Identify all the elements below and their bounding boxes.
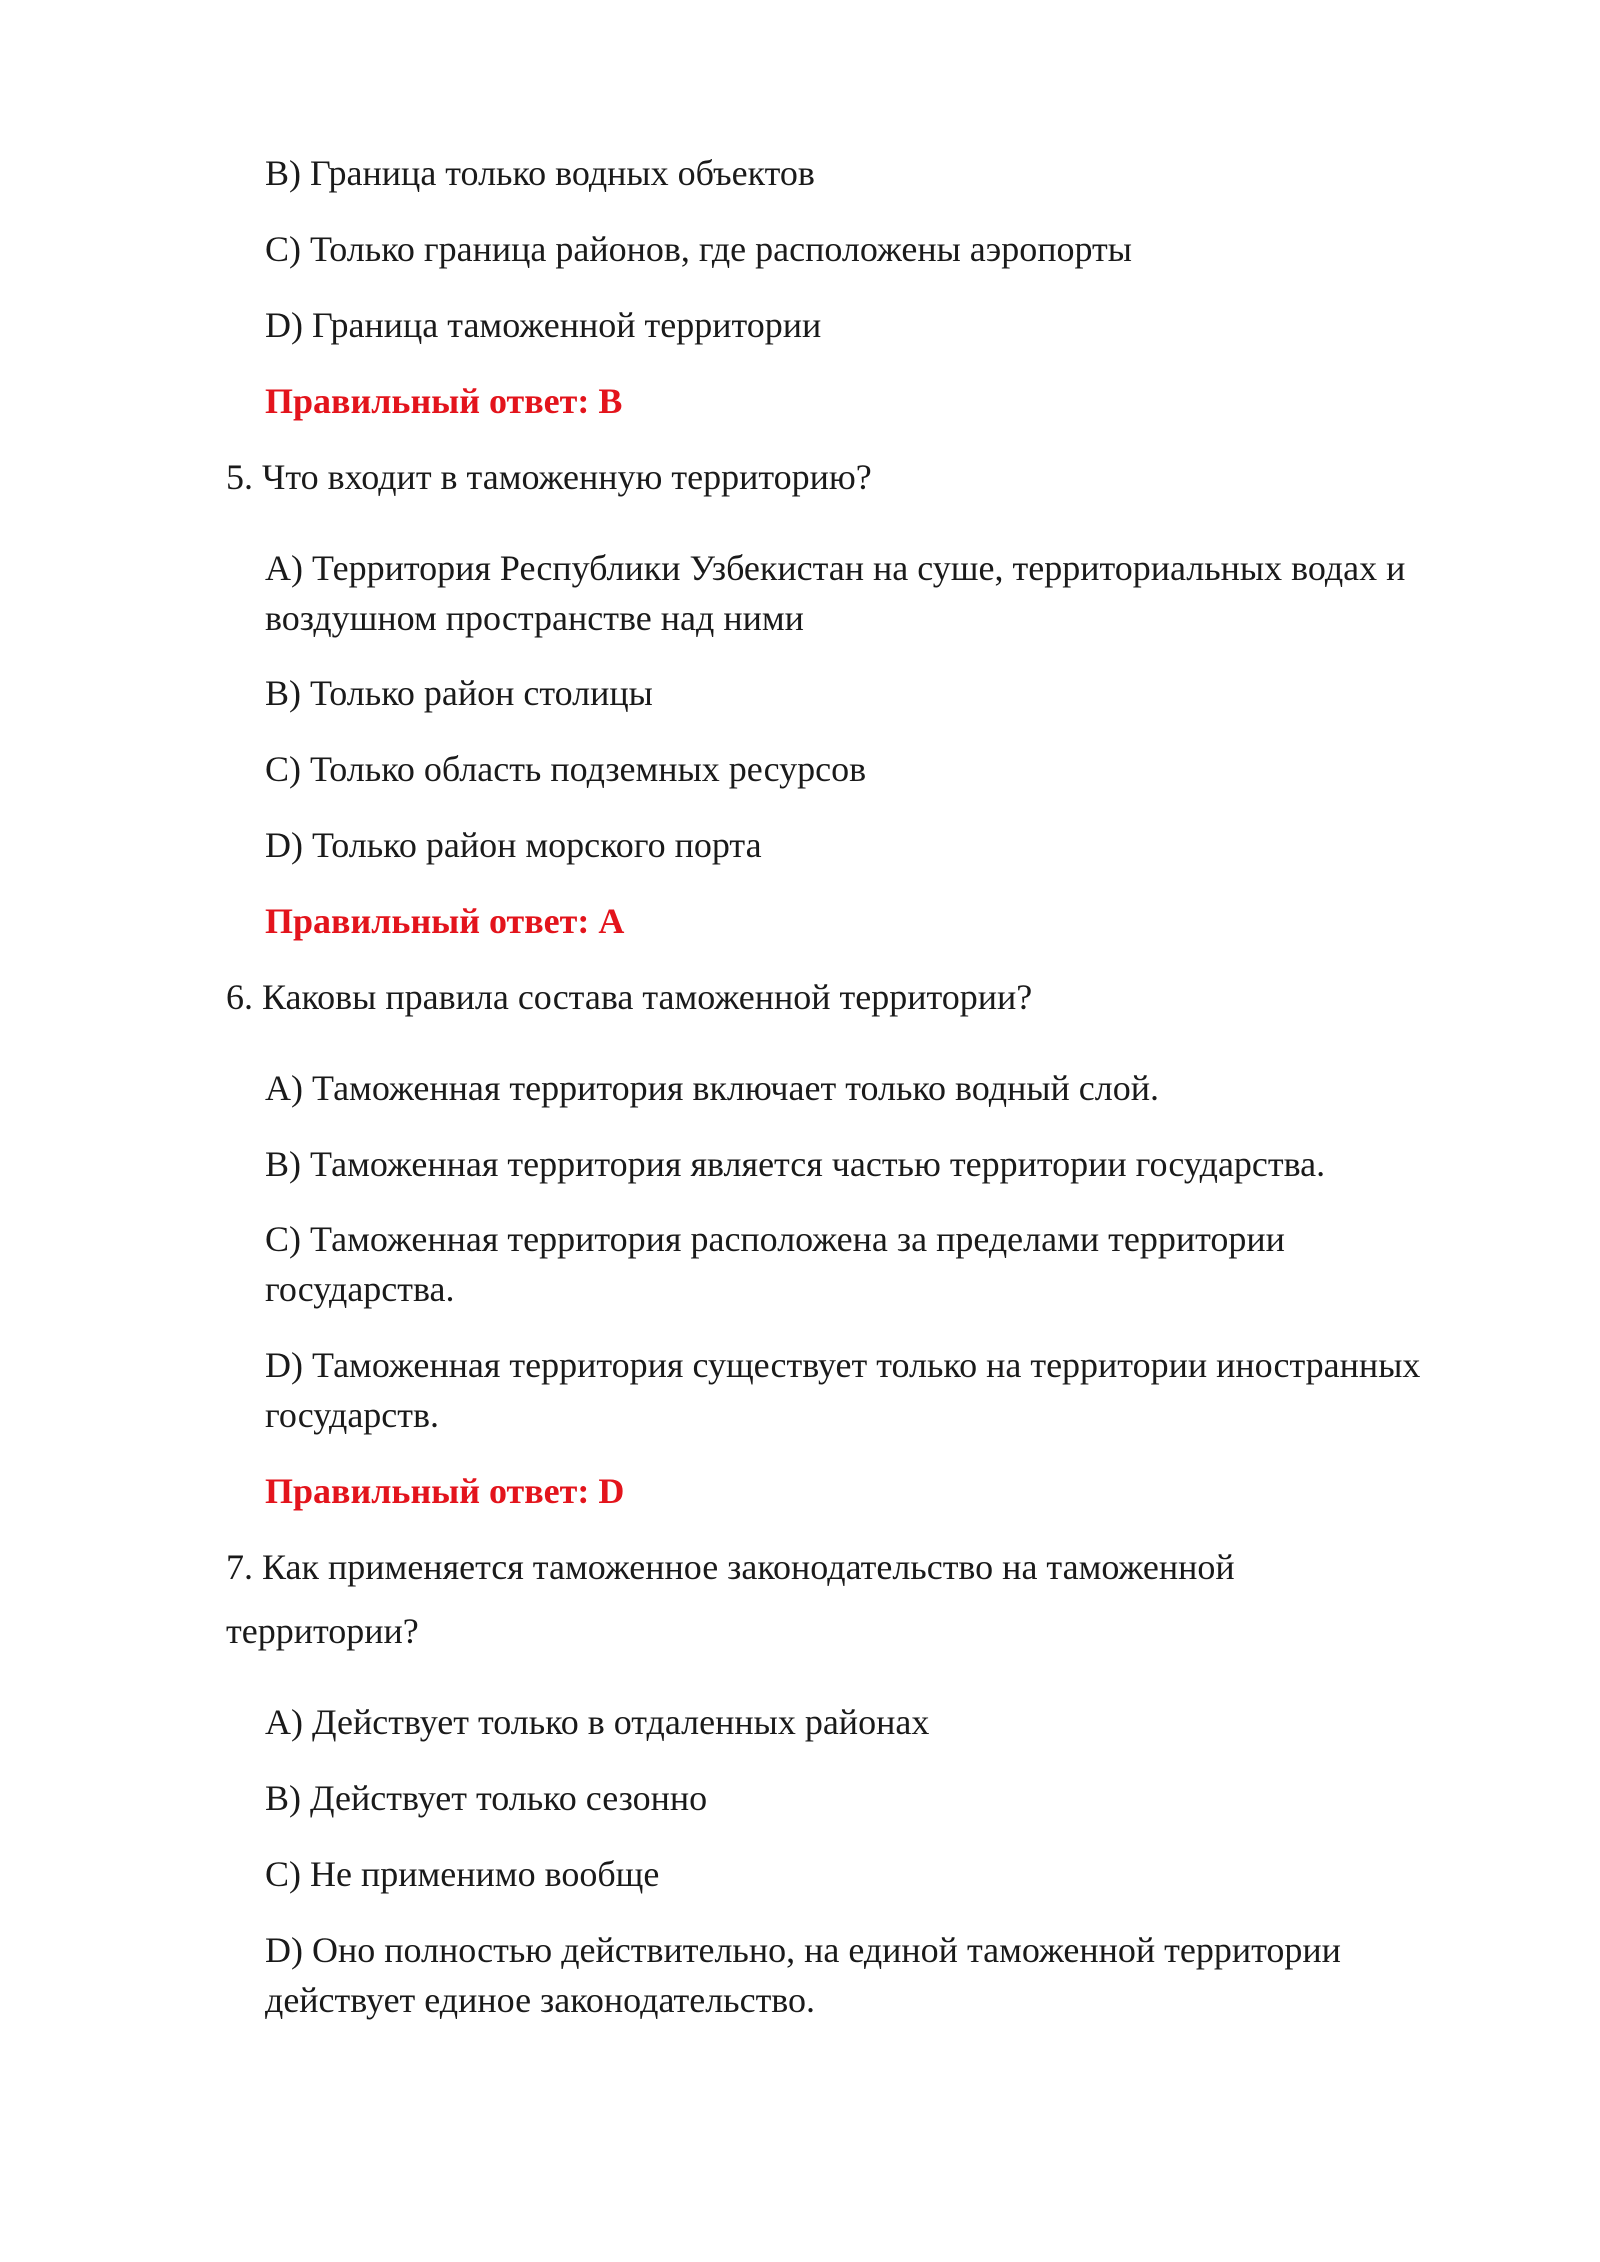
question-5-text: 5. Что входит в таможенную территорию? bbox=[226, 457, 872, 497]
question-6-option-d-line1: D) Таможенная территория существует только на территории иностранных bbox=[265, 1345, 1421, 1385]
question-6-correct-answer: Правильный ответ: D bbox=[265, 1471, 625, 1511]
question-6-option-c-line1: C) Таможенная территория расположена за пределами территории bbox=[265, 1219, 1285, 1259]
question-5-option-b: B) Только район столицы bbox=[265, 673, 653, 713]
question-7-text-line1: 7. Как применяется таможенное законодательство на таможенной bbox=[226, 1547, 1235, 1587]
question-6-option-d-line2: государств. bbox=[265, 1395, 440, 1435]
question-5-option-a-line1: A) Территория Республики Узбекистан на суше, территориальных водах и bbox=[265, 548, 1406, 588]
prev-question-option-d: D) Граница таможенной территории bbox=[265, 305, 822, 345]
question-6-option-c-line2: государства. bbox=[265, 1269, 455, 1309]
question-5-correct-answer: Правильный ответ: A bbox=[265, 901, 625, 941]
question-6-option-a: A) Таможенная территория включает только водный слой. bbox=[265, 1068, 1160, 1108]
question-7-text-line2: территории? bbox=[226, 1611, 419, 1651]
question-5-option-d: D) Только район морского порта bbox=[265, 825, 762, 865]
question-5-option-a-line2: воздушном пространстве над ними bbox=[265, 598, 804, 638]
prev-question-correct-answer: Правильный ответ: B bbox=[265, 381, 623, 421]
prev-question-option-c: C) Только граница районов, где расположены аэропорты bbox=[265, 229, 1132, 269]
question-7-option-b: B) Действует только сезонно bbox=[265, 1778, 708, 1818]
question-7-option-d-line1: D) Оно полностью действительно, на единой таможенной территории bbox=[265, 1930, 1341, 1970]
question-7-option-a: A) Действует только в отдаленных районах bbox=[265, 1702, 930, 1742]
question-7-option-d-line2: действует единое законодательство. bbox=[265, 1980, 816, 2020]
prev-question-option-b: B) Граница только водных объектов bbox=[265, 153, 815, 193]
question-6-option-b: B) Таможенная территория является частью территории государства. bbox=[265, 1144, 1326, 1184]
question-7-option-c: C) Не применимо вообще bbox=[265, 1854, 660, 1894]
question-5-option-c: C) Только область подземных ресурсов bbox=[265, 749, 867, 789]
question-6-text: 6. Каковы правила состава таможенной территории? bbox=[226, 977, 1033, 1017]
